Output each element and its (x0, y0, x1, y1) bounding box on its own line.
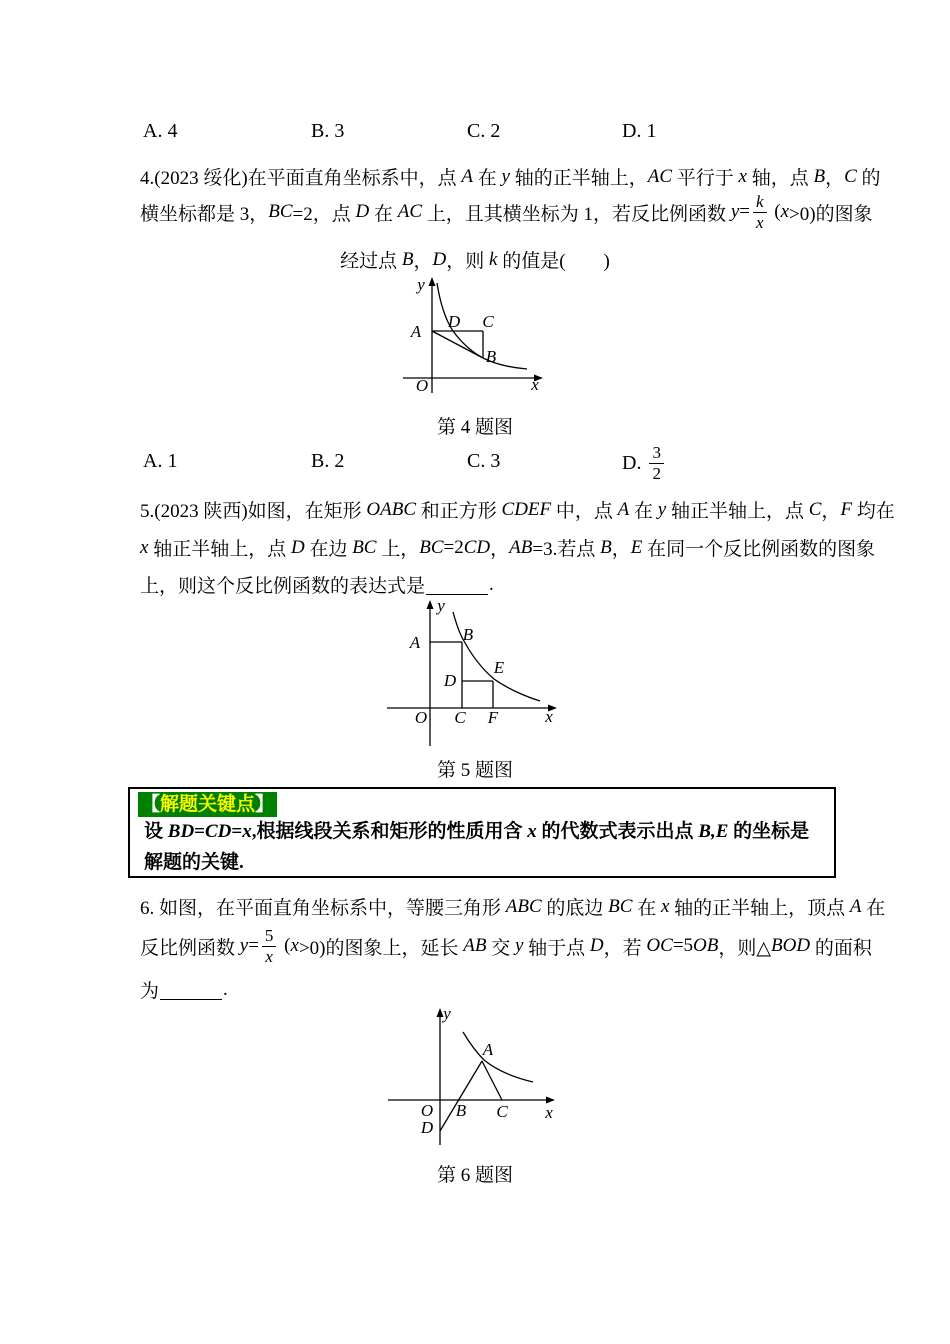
point-label-d: D (443, 671, 457, 690)
option-a: A. 1 (143, 450, 178, 472)
axis-label-y: y (417, 275, 425, 294)
figure-q5-caption: 第 5 题图 (436, 760, 513, 781)
text-segment: 轴的正半轴上，顶点 (669, 898, 850, 919)
option-a: A. 4 (143, 120, 178, 142)
text-segment: A (461, 165, 474, 187)
text-segment: AC (397, 201, 423, 222)
text-segment: 和正方形 (416, 501, 502, 522)
fraction-numerator: 5 (264, 925, 274, 945)
text-segment: x (738, 165, 747, 187)
point-label-b: B (462, 625, 474, 644)
text-segment: = (739, 201, 750, 222)
text-segment: 横坐标都是 3， (140, 203, 269, 225)
text-segment: OABC (366, 498, 417, 520)
text-segment: = (248, 935, 259, 956)
problem6-line3 (140, 976, 228, 1003)
text-segment: 在 (629, 501, 658, 522)
point-label-d: D (447, 312, 461, 331)
text-segment: >0)的图象 (789, 203, 873, 225)
text-segment: OC (646, 935, 673, 956)
text-segment: 为 (140, 981, 160, 1002)
problem6-line2 (140, 922, 872, 970)
problem4-line1 (140, 163, 881, 190)
origin-label: O (414, 708, 428, 727)
origin-label: O (420, 1101, 434, 1120)
text-segment: =2，点 (292, 203, 356, 225)
fraction-numerator: k (755, 191, 764, 211)
text-segment: 轴的正半轴上， (509, 168, 648, 189)
problem5-line3 (140, 571, 494, 598)
text-segment: =2 (443, 536, 464, 558)
figure-q6-graph (380, 1003, 615, 1158)
point-label-b: B (485, 347, 497, 366)
text-segment: ( (769, 201, 781, 222)
key-point-title: 解题关键点 (160, 794, 256, 815)
text-segment: B (600, 536, 612, 558)
text-segment: x (780, 201, 790, 222)
text-segment: A (617, 498, 630, 520)
axis-label-x: x (545, 707, 553, 726)
text-segment: 反比例函数 (140, 937, 240, 959)
text-segment: . (489, 573, 494, 595)
text-segment: B,E (698, 821, 729, 842)
text-segment: D (290, 536, 305, 558)
point-label-e: E (493, 658, 505, 677)
text-segment: BC (608, 895, 633, 917)
text-segment: 的面积 (810, 937, 872, 959)
figure-q4-graph (375, 272, 605, 407)
point-label-a: A (482, 1040, 494, 1059)
option-b: B. 2 (311, 450, 345, 472)
option-d: D. 1 (622, 120, 657, 142)
text-segment: OB (693, 935, 719, 956)
text-segment: 6. 如图，在平面直角坐标系中，等腰三角形 (140, 898, 506, 919)
text-segment: 4.(2023 绥化)在平面直角坐标系中，点 (140, 168, 462, 189)
option-c: C. 2 (467, 120, 501, 142)
text-segment: BOD (771, 935, 811, 956)
fraction (753, 192, 767, 232)
text-segment: . (223, 978, 228, 1000)
axis-label-x: x (545, 1103, 553, 1122)
text-segment: =3.若点 (532, 539, 601, 560)
text-segment: k (489, 248, 498, 270)
problem5-line2 (140, 534, 875, 561)
fraction (649, 443, 664, 483)
text-segment: 平行于 (672, 168, 739, 189)
text-segment: 交 (486, 937, 515, 959)
text-segment: D (432, 248, 447, 270)
text-segment: C (808, 498, 822, 520)
fraction-denominator: x (262, 946, 276, 967)
text-segment: ， (821, 501, 841, 522)
text-segment: y (501, 165, 510, 187)
text-segment: 的代数式表示出点 (536, 821, 699, 842)
key-point-box (128, 787, 836, 878)
fraction-denominator: 2 (649, 463, 664, 484)
text-segment: ABC (505, 895, 542, 917)
text-segment: ， (825, 168, 845, 189)
text-segment: ，则△ (718, 937, 771, 959)
text-segment: BC (268, 201, 293, 222)
text-segment: y (514, 935, 524, 956)
fraction-denominator: x (753, 212, 767, 233)
text-segment: 在 (632, 898, 661, 919)
text-segment: >0)的图象上，延长 (298, 937, 464, 959)
axis-label-y: y (443, 1004, 451, 1023)
text-segment: 在边 (304, 539, 353, 560)
point-label-b: B (455, 1101, 467, 1120)
axis-label-y: y (437, 596, 445, 615)
text-segment: AC (647, 165, 673, 187)
text-segment: x (140, 536, 149, 558)
text-segment: BC (419, 536, 444, 558)
text-segment: ( (279, 935, 291, 956)
problem6-line1 (140, 893, 885, 920)
text-segment: B (401, 248, 414, 270)
text-segment: ，则 (446, 251, 490, 272)
text-segment: x (660, 895, 670, 917)
point-label-c: C (496, 1102, 508, 1121)
text-segment: C (844, 165, 857, 187)
text-segment: CDEF (501, 498, 552, 520)
text-segment: 5.(2023 陕西)如图，在矩形 (140, 501, 367, 522)
text-segment: x (527, 821, 537, 842)
text-segment: AB (509, 536, 533, 558)
text-segment: 中，点 (551, 501, 618, 522)
text-segment: =5 (672, 935, 694, 956)
problem4-line3 (130, 246, 820, 273)
fraction (262, 926, 277, 966)
point-label-d: D (420, 1118, 434, 1137)
point-label-c: C (482, 312, 494, 331)
option-c: C. 3 (467, 450, 501, 472)
text-segment: 设 (144, 821, 168, 842)
text-segment: 轴，点 (746, 168, 814, 189)
text-segment: D (589, 935, 604, 956)
text-segment: 轴正半轴上，点 (148, 539, 291, 560)
option-b: B. 3 (311, 120, 345, 142)
text-segment: 经过点 (340, 251, 402, 272)
axis-label-x: x (531, 375, 539, 394)
text-segment: y (730, 201, 740, 222)
figure-q4-caption: 第 4 题图 (436, 417, 513, 438)
key-point-label (138, 792, 277, 817)
text-segment: ，若 (603, 937, 647, 959)
point-label-a: A (410, 322, 422, 341)
text-segment: 上，且其横坐标为 1，若反比例函数 (422, 203, 731, 225)
text-segment: CD (463, 536, 491, 558)
answer-blank (160, 981, 222, 1000)
text-segment: 在 (369, 203, 398, 225)
text-segment: 的坐标是解题的关键. (144, 821, 810, 873)
text-segment: 上， (376, 539, 420, 560)
figure-q5-graph (375, 597, 620, 752)
text-segment: CD (205, 821, 232, 842)
text-segment: 轴正半轴上，点 (666, 501, 809, 522)
text-segment: x (290, 935, 299, 956)
fraction-numerator: 3 (652, 443, 661, 462)
point-label-f: F (487, 708, 499, 727)
problem4-line2 (140, 188, 873, 236)
figure-q6-caption: 第 6 题图 (436, 1165, 513, 1186)
point-label-a: A (409, 633, 421, 652)
text-segment: x (242, 821, 252, 842)
text-segment: 的值是( ) (497, 251, 610, 272)
text-segment: AB (463, 935, 487, 956)
text-segment: D. (622, 451, 647, 474)
text-segment: A (849, 895, 862, 917)
text-segment: 上，则这个反比例函数的表达式是 (140, 576, 426, 597)
text-segment: D (355, 201, 370, 222)
text-segment: 轴于点 (523, 937, 590, 959)
text-segment: 的底边 (541, 898, 609, 919)
text-segment: BD (167, 821, 195, 842)
origin-label: O (415, 376, 429, 395)
text-segment: 均在 (852, 501, 895, 522)
text-segment: ， (490, 539, 510, 560)
point-label-c: C (454, 708, 466, 727)
text-segment: ， (413, 251, 433, 272)
text-segment: ,根据线段关系和矩形的性质用含 (251, 821, 528, 842)
key-point-body (144, 816, 822, 878)
problem5-line1 (140, 496, 895, 523)
text-segment: 在 (473, 168, 502, 189)
text-segment: 的 (856, 168, 881, 189)
key-point-bracket-close: 】 (255, 794, 275, 815)
text-segment: 在 (861, 898, 886, 919)
key-point-bracket-open: 【 (141, 794, 161, 815)
text-segment: BC (352, 536, 377, 558)
text-segment: y (657, 498, 667, 520)
answer-blank (426, 576, 488, 595)
text-segment: F (840, 498, 853, 520)
text-segment: 在同一个反比例函数的图象 (642, 539, 876, 560)
text-segment: = (194, 821, 205, 842)
text-segment: E (630, 536, 643, 558)
text-segment: ， (611, 539, 631, 560)
text-segment: B (813, 165, 826, 187)
option-d (622, 443, 667, 483)
text-segment: y (239, 935, 249, 956)
text-segment: = (231, 821, 243, 842)
